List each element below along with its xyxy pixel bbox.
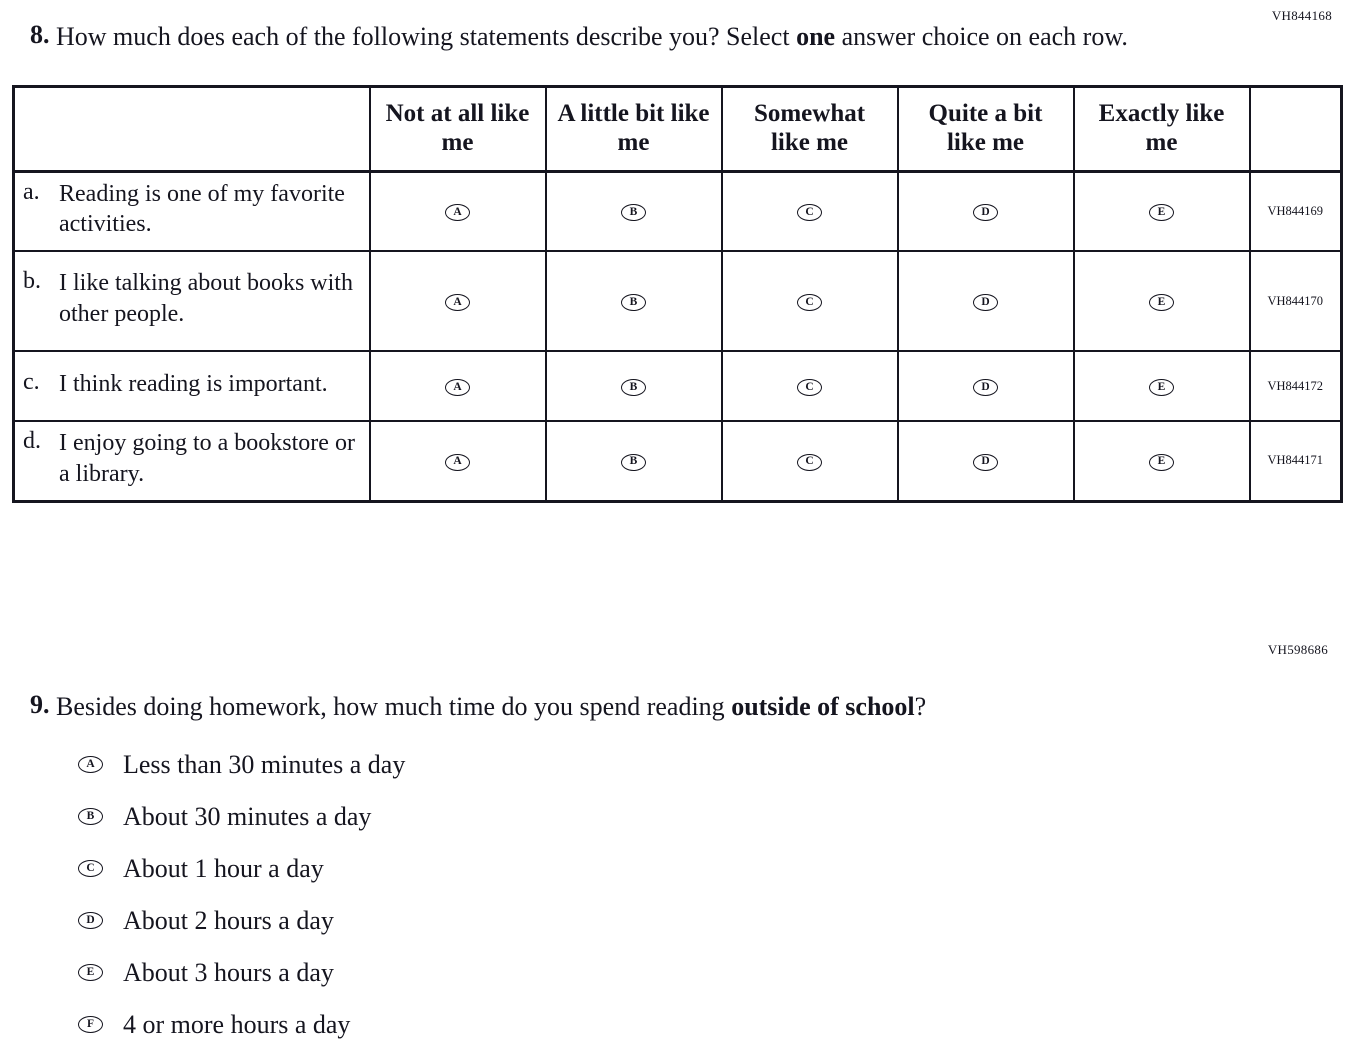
question-9-prompt: [56, 690, 926, 723]
question-9-prompt-pre: Besides doing homework, how much time do you spend reading: [56, 692, 732, 721]
row-code-a: VH844169: [1250, 171, 1342, 251]
bubble-a-A[interactable]: A: [445, 204, 470, 221]
header-code-cell: [1250, 87, 1342, 172]
bubble-b-C[interactable]: C: [797, 294, 822, 311]
bubble-c-C[interactable]: C: [797, 379, 822, 396]
row-letter-d: d.: [23, 428, 41, 455]
form-code-q9: VH598686: [1267, 642, 1328, 657]
bubble-c-A[interactable]: A: [445, 379, 470, 396]
q9-option-C-label: About 1 hour a day: [123, 853, 324, 883]
q8-response-matrix: [12, 85, 1343, 502]
question-9-prompt-bold: outside of school: [731, 692, 915, 721]
bubble-b-B[interactable]: B: [621, 294, 646, 311]
question-8-number: 8.: [30, 20, 50, 49]
row-code-b: VH844170: [1250, 251, 1342, 351]
q9-option-C[interactable]: [78, 852, 405, 885]
matrix-header-row: [14, 87, 1342, 172]
row-text-b: I like talking about books with other people.: [59, 270, 353, 328]
form-code-q8: VH844168: [1271, 8, 1332, 23]
column-header-somewhat: Somewhat like me: [722, 87, 898, 172]
q9-option-F[interactable]: [78, 1008, 405, 1041]
question-9-prompt-post: ?: [914, 692, 927, 721]
bubble-d-E[interactable]: E: [1149, 454, 1174, 471]
bubble-q9-A[interactable]: A: [78, 756, 103, 773]
question-8-stem: [12, 20, 1338, 53]
bubble-q9-F[interactable]: F: [78, 1016, 103, 1033]
bubble-q9-E[interactable]: E: [78, 964, 103, 981]
q9-option-A-label: Less than 30 minutes a day: [123, 749, 406, 779]
bubble-d-C[interactable]: C: [797, 454, 822, 471]
q9-option-D-label: About 2 hours a day: [123, 905, 334, 935]
bubble-a-D[interactable]: D: [973, 204, 998, 221]
row-text-c: I think reading is important.: [59, 370, 328, 397]
q9-option-E[interactable]: [78, 956, 405, 989]
bubble-q9-C[interactable]: C: [78, 860, 103, 877]
bubble-b-A[interactable]: A: [445, 294, 470, 311]
bubble-d-D[interactable]: D: [973, 454, 998, 471]
row-code-d: VH844171: [1250, 421, 1342, 501]
bubble-b-D[interactable]: D: [973, 294, 998, 311]
bubble-d-A[interactable]: A: [445, 454, 470, 471]
column-header-not-at-all: Not at all like me: [370, 87, 546, 172]
bubble-c-E[interactable]: E: [1149, 379, 1174, 396]
q9-option-A[interactable]: [78, 748, 405, 781]
q9-option-D[interactable]: [78, 904, 405, 937]
header-stub-cell: [14, 87, 370, 172]
question-8-prompt: [56, 20, 1128, 53]
row-code-c: VH844172: [1250, 351, 1342, 421]
question-9-stem: [12, 690, 1338, 723]
question-8: [12, 20, 1338, 503]
row-letter-b: b.: [23, 268, 41, 295]
q9-option-B-label: About 30 minutes a day: [123, 801, 372, 831]
table-row-d: [14, 421, 1342, 501]
q9-option-B[interactable]: [78, 800, 405, 833]
row-text-d: I enjoy going to a bookstore or a library.: [59, 430, 355, 487]
statement-cell-d: [14, 421, 370, 501]
question-8-prompt-pre: How much does each of the following statements describe you? Select: [56, 22, 797, 51]
question-9-number: 9.: [30, 690, 50, 719]
column-header-quite-a-bit: Quite a bit like me: [898, 87, 1074, 172]
bubble-a-B[interactable]: B: [621, 204, 646, 221]
table-row-a: [14, 171, 1342, 251]
bubble-a-E[interactable]: E: [1149, 204, 1174, 221]
column-header-a-little-bit: A little bit like me: [546, 87, 722, 172]
q9-option-F-label: 4 or more hours a day: [123, 1009, 351, 1039]
statement-cell-c: [14, 351, 370, 421]
bubble-a-C[interactable]: C: [797, 204, 822, 221]
bubble-q9-D[interactable]: D: [78, 912, 103, 929]
column-header-exactly-like-me: Exactly like me: [1074, 87, 1250, 172]
q9-option-E-label: About 3 hours a day: [123, 957, 334, 987]
bubble-q9-B[interactable]: B: [78, 808, 103, 825]
bubble-d-B[interactable]: B: [621, 454, 646, 471]
bubble-b-E[interactable]: E: [1149, 294, 1174, 311]
row-letter-a: a.: [23, 178, 40, 205]
table-row-c: [14, 351, 1342, 421]
bubble-c-D[interactable]: D: [973, 379, 998, 396]
question-8-prompt-post: answer choice on each row.: [835, 22, 1128, 51]
row-letter-c: c.: [23, 368, 40, 395]
question-8-prompt-bold: one: [796, 22, 836, 51]
row-text-a: Reading is one of my favorite activities.: [59, 180, 345, 238]
q9-option-list: [78, 748, 405, 1045]
bubble-c-B[interactable]: B: [621, 379, 646, 396]
table-row-b: [14, 251, 1342, 351]
statement-cell-b: [14, 251, 370, 351]
statement-cell-a: [14, 171, 370, 251]
